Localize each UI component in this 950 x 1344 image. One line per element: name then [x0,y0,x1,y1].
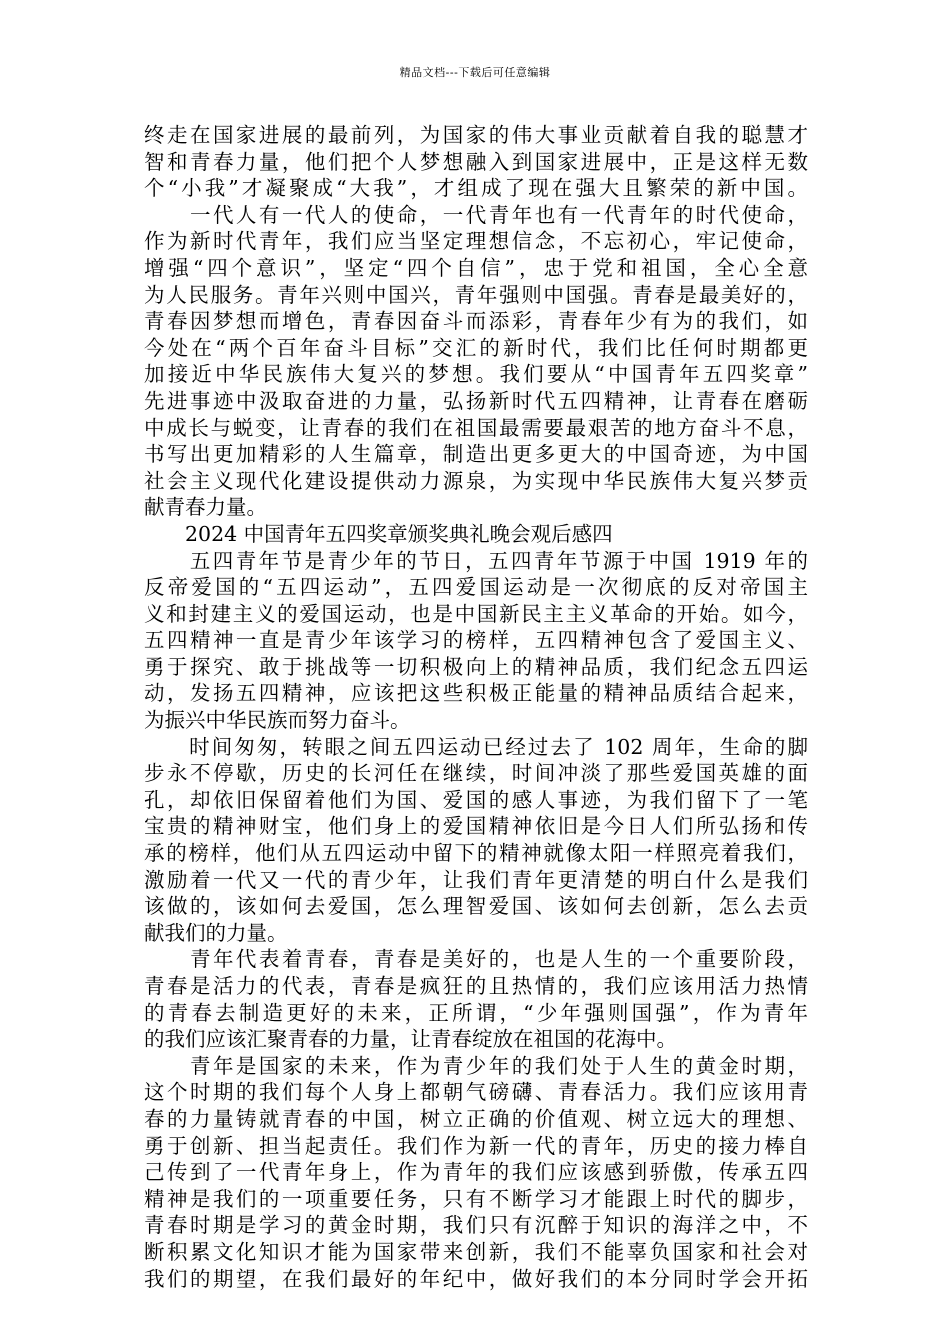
text-line: 青年是国家的未来，作为青少年的我们处于人生的黄金时期， [144,1053,808,1078]
text-line: 这个时期的我们每个人身上都朝气磅礴、青春活力。我们应该用青 [144,1080,808,1105]
text-line: 一代人有一代人的使命，一代青年也有一代青年的时代使命， [144,202,808,227]
text-line: 该做的，该如何去爱国，怎么理智爱国、该如何去创新，怎么去贡 [144,894,808,919]
text-line: 献青春力量。 [144,495,267,520]
text-line: 为人民服务。青年兴则中国兴，青年强则中国强。青春是最美好的， [144,282,808,307]
text-line: 的我们应该汇聚青春的力量，让青春绽放在祖国的花海中。 [144,1027,677,1052]
text-line: 时间匆匆，转眼之间五四运动已经过去了 102 周年，生命的脚 [144,734,808,759]
text-line: 勇于探究、敢于挑战等一切积极向上的精神品质，我们纪念五四运 [144,654,808,679]
text-line: 书写出更加精彩的人生篇章，制造出更多更大的中国奇迹，为中国 [144,442,808,467]
text-line: 承的榜样，他们从五四运动中留下的精神就像太阳一样照亮着我们， [144,841,808,866]
text-line: 作为新时代青年，我们应当坚定理想信念，不忘初心，牢记使命， [144,229,808,254]
text-line: 青年代表着青春，青春是美好的，也是人生的一个重要阶段， [144,947,808,972]
text-line: 加接近中华民族伟大复兴的梦想。我们要从“中国青年五四奖章” [144,362,808,387]
text-line: 精神是我们的一项重要任务，只有不断学习才能跟上时代的脚步， [144,1186,808,1211]
text-line: 献我们的力量。 [144,920,288,945]
text-line: 动，发扬五四精神，应该把这些积极正能量的精神品质结合起来， [144,681,808,706]
document-body [144,122,808,1292]
header-text: 精品文档---下载后可任意编辑 [399,66,551,79]
text-line: 中成长与蜕变，让青春的我们在祖国最需要最艰苦的地方奋斗不息， [144,415,808,440]
text-line: 己传到了一代青年身上，作为青年的我们应该感到骄傲，传承五四 [144,1160,808,1185]
text-line: 断积累文化知识才能为国家带来创新，我们不能辜负国家和社会对 [144,1239,808,1264]
text-line: 青春时期是学习的黄金时期，我们只有沉醉于知识的海洋之中，不 [144,1213,808,1238]
text-line: 激励着一代又一代的青少年，让我们青年更清楚的明白什么是我们 [144,867,808,892]
text-line: 义和封建主义的爱国运动，也是中国新民主主义革命的开始。如今， [144,601,808,626]
page-header [0,66,950,80]
text-line: 反帝爱国的“五四运动”，五四爱国运动是一次彻底的反对帝国主 [144,575,808,600]
text-line: 宝贵的精神财宝，他们身上的爱国精神依旧是今日人们所弘扬和传 [144,814,808,839]
text-line: 我们的期望，在我们最好的年纪中，做好我们的本分同时学会开拓 [144,1266,808,1291]
text-line: 为振兴中华民族而努力奋斗。 [144,708,411,733]
text-line: 勇于创新、担当起责任。我们作为新一代的青年，历史的接力棒自 [144,1133,808,1158]
text-line: 2024 中国青年五四奖章颁奖典礼晚会观后感四 [144,521,613,546]
text-line: 青春是活力的代表，青春是疯狂的且热情的，我们应该用活力热情 [144,974,808,998]
text-line: 五四精神一直是青少年该学习的榜样，五四精神包含了爱国主义、 [144,628,808,653]
text-line: 今处在“两个百年奋斗目标”交汇的新时代，我们比任何时期都更 [144,335,808,360]
text-line: 增强“四个意识”，坚定“四个自信”，忠于党和祖国，全心全意 [144,255,808,280]
text-line: 春的力量铸就青春的中国，树立正确的价值观、树立远大的理想、 [144,1106,808,1131]
text-line: 终走在国家进展的最前列，为国家的伟大事业贡献着自我的聪慧才 [144,123,808,147]
text-line: 社会主义现代化建设提供动力源泉，为实现中华民族伟大复兴梦贡 [144,468,808,493]
text-line: 的青春去制造更好的未来，正所谓，“少年强则国强”，作为青年 [144,1000,808,1025]
text-line: 青春因梦想而增色，青春因奋斗而添彩，青春年少有为的我们，如 [144,309,808,334]
text-line: 五四青年节是青少年的节日，五四青年节源于中国 1919 年的 [144,548,808,573]
text-line: 孔，却依旧保留着他们为国、爱国的感人事迹，为我们留下了一笔 [144,787,808,812]
text-line: 智和青春力量，他们把个人梦想融入到国家进展中，正是这样无数 [144,149,808,174]
text-line: 先进事迹中汲取奋进的力量，弘扬新时代五四精神，让青春在磨砺 [144,388,808,413]
text-line: 步永不停歇，历史的长河任在继续，时间冲淡了那些爱国英雄的面 [144,761,808,786]
text-line: 个“小我”才凝聚成“大我”，才组成了现在强大且繁荣的新中国。 [144,176,808,201]
